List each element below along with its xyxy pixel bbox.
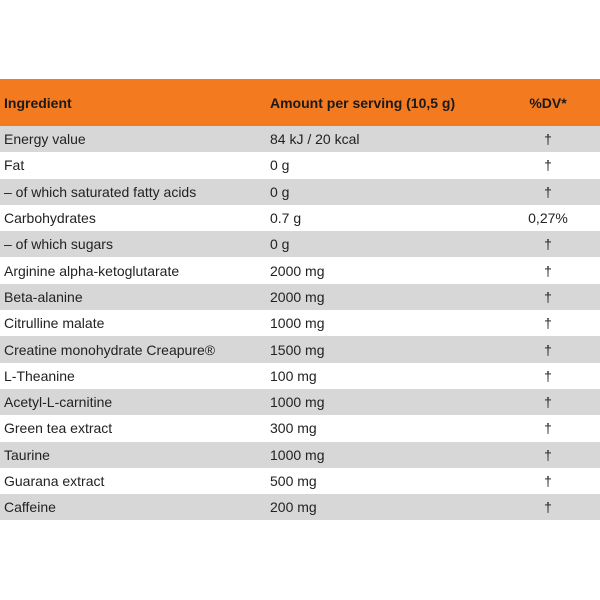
dv-cell: † bbox=[544, 446, 552, 463]
ingredient-cell: Creatine monohydrate Creapure® bbox=[4, 341, 216, 358]
amount-cell: 1000 mg bbox=[270, 394, 325, 411]
table-row bbox=[0, 310, 600, 336]
header-amount: Amount per serving (10,5 g) bbox=[270, 94, 456, 111]
ingredient-cell: Taurine bbox=[4, 446, 50, 463]
header-dv: %DV* bbox=[529, 94, 567, 111]
dv-cell: 0,27% bbox=[528, 210, 568, 227]
ingredient-cell: Carbohydrates bbox=[4, 210, 96, 227]
table-row bbox=[0, 205, 600, 231]
amount-cell: 0 g bbox=[270, 157, 290, 174]
dv-cell: † bbox=[544, 473, 552, 489]
dv-cell: † bbox=[544, 341, 552, 358]
amount-cell: 200 mg bbox=[270, 499, 317, 516]
table-row bbox=[0, 179, 600, 205]
ingredient-cell: Guarana extract bbox=[4, 473, 105, 489]
nutrition-table bbox=[0, 79, 600, 520]
amount-cell: 500 mg bbox=[270, 473, 317, 489]
ingredient-cell: – of which sugars bbox=[4, 236, 113, 253]
amount-cell: 1000 mg bbox=[270, 315, 325, 332]
ingredient-cell: Beta-alanine bbox=[4, 288, 83, 305]
amount-cell: 1500 mg bbox=[270, 341, 325, 358]
dv-cell: † bbox=[544, 315, 552, 332]
amount-cell: 300 mg bbox=[270, 420, 317, 437]
ingredient-cell: Fat bbox=[4, 157, 25, 174]
table-row bbox=[0, 494, 600, 520]
ingredient-cell: Green tea extract bbox=[4, 420, 113, 437]
dv-cell: † bbox=[544, 262, 552, 279]
amount-cell: 100 mg bbox=[270, 367, 317, 384]
table-row bbox=[0, 389, 600, 415]
table-row bbox=[0, 336, 600, 362]
ingredient-cell: Caffeine bbox=[4, 499, 56, 516]
table-row bbox=[0, 468, 600, 494]
dv-cell: † bbox=[544, 367, 552, 384]
amount-cell: 2000 mg bbox=[270, 288, 325, 305]
table-row bbox=[0, 231, 600, 257]
dv-cell: † bbox=[544, 499, 552, 516]
amount-cell: 0 g bbox=[270, 236, 290, 253]
table-row bbox=[0, 284, 600, 310]
header-ingredient: Ingredient bbox=[4, 94, 72, 111]
table-row bbox=[0, 442, 600, 468]
dv-cell: † bbox=[544, 394, 552, 411]
ingredient-cell: – of which saturated fatty acids bbox=[4, 183, 197, 200]
ingredient-cell: L-Theanine bbox=[4, 367, 75, 384]
amount-cell: 1000 mg bbox=[270, 446, 325, 463]
amount-cell: 84 kJ / 20 kcal bbox=[270, 131, 360, 148]
dv-cell: † bbox=[544, 236, 552, 253]
table-row bbox=[0, 152, 600, 178]
dv-cell: † bbox=[544, 420, 552, 437]
ingredient-cell: Acetyl-L-carnitine bbox=[4, 394, 113, 411]
table-header bbox=[0, 79, 600, 126]
amount-cell: 2000 mg bbox=[270, 262, 325, 279]
table-row bbox=[0, 415, 600, 441]
ingredient-cell: Energy value bbox=[4, 131, 86, 148]
dv-cell: † bbox=[544, 157, 552, 174]
dv-cell: † bbox=[544, 131, 552, 148]
amount-cell: 0 g bbox=[270, 183, 290, 200]
amount-cell: 0.7 g bbox=[270, 210, 302, 227]
table-row bbox=[0, 363, 600, 389]
table-row bbox=[0, 257, 600, 283]
table-row bbox=[0, 126, 600, 152]
ingredient-cell: Citrulline malate bbox=[4, 315, 105, 332]
dv-cell: † bbox=[544, 183, 552, 200]
dv-cell: † bbox=[544, 288, 552, 305]
ingredient-cell: Arginine alpha-ketoglutarate bbox=[4, 262, 180, 279]
